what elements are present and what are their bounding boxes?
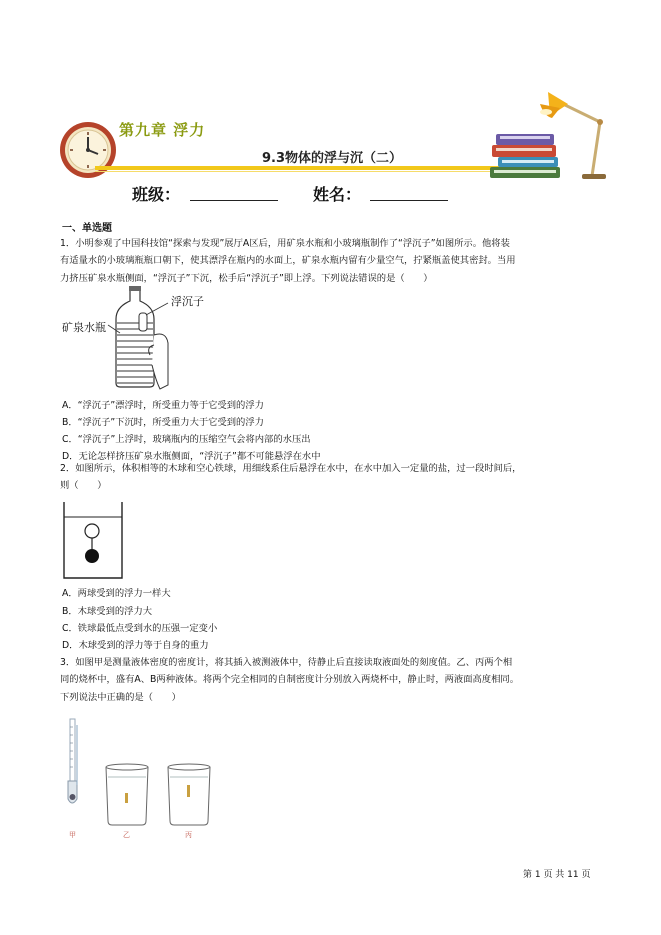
caption-yi: 乙 bbox=[123, 831, 130, 839]
caption-bing: 丙 bbox=[185, 831, 192, 839]
header-divider-thin bbox=[95, 171, 535, 172]
chapter-title: 第九章 浮力 bbox=[119, 121, 206, 139]
question-1-stem: 1．小明参观了中国科技馆“探索与发现”展厅A区后，用矿泉水瓶和小玻璃瓶制作了“浮沉子”如图所示。他将装 有适量水的小玻璃瓶瓶口朝下，使其漂浮在瓶内的水面上，矿泉水瓶内留有少量空气，拧紧瓶盖使其密封。当用 力挤压矿泉水瓶侧面，“浮沉子”下沉，松手后“浮沉子”即上浮。下列说法错误的是（ ） bbox=[60, 238, 516, 284]
q2-option-c[interactable]: C．铁球最低点受到水的压强一定变小 bbox=[62, 623, 218, 634]
q1-option-b[interactable]: B．“浮沉子”下沉时，所受重力大于它受到的浮力 bbox=[62, 417, 264, 428]
lamp-books-icon bbox=[488, 82, 613, 182]
class-blank[interactable] bbox=[190, 200, 278, 201]
q2-option-b[interactable]: B．木球受到的浮力大 bbox=[62, 606, 153, 617]
caption-jia: 甲 bbox=[69, 831, 76, 839]
class-label: 班级： bbox=[132, 185, 181, 204]
two-balls-figure bbox=[62, 500, 124, 580]
section-title: 一、单选题 bbox=[62, 223, 112, 234]
question-2-stem: 2．如图所示，体积相等的木球和空心铁球，用细线系住后悬浮在水中，在水中加入一定量的盐，过一段时间后， 则（ ） bbox=[60, 463, 522, 492]
name-label: 姓名： bbox=[313, 185, 362, 204]
question-3-stem: 3．如图甲是测量液体密度的密度计，将其插入被测液体中，待静止后直接读取液面处的刻度值。乙、丙两个相 同的烧杯中，盛有A、B两种液体。将两个完全相同的自制密度计分别放入两烧杯中，静止时，两液面高度相同。 下列说法中正确的是（ ） bbox=[60, 657, 519, 703]
q1-option-a[interactable]: A．“浮沉子”漂浮时，所受重力等于它受到的浮力 bbox=[62, 400, 264, 411]
q1-option-d[interactable]: D．无论怎样挤压矿泉水瓶侧面，“浮沉子”都不可能悬浮在水中 bbox=[62, 451, 321, 462]
q2-option-a[interactable]: A．两球受到的浮力一样大 bbox=[62, 588, 171, 599]
q1-option-c[interactable]: C．“浮沉子”上浮时，玻璃瓶内的压缩空气会将内部的水压出 bbox=[62, 434, 311, 445]
name-blank[interactable] bbox=[370, 200, 448, 201]
hydrometer-figure bbox=[58, 715, 228, 827]
q2-option-d[interactable]: D．木球受到的浮力等于自身的重力 bbox=[62, 640, 209, 651]
header-divider bbox=[95, 166, 535, 170]
page-footer: 第 1 页 共 11 页 bbox=[523, 870, 591, 880]
diver-label: 浮沉子 bbox=[171, 295, 204, 308]
lesson-title: 9.3物体的浮与沉（二） bbox=[262, 151, 403, 166]
bottle-label: 矿泉水瓶 bbox=[62, 321, 106, 334]
